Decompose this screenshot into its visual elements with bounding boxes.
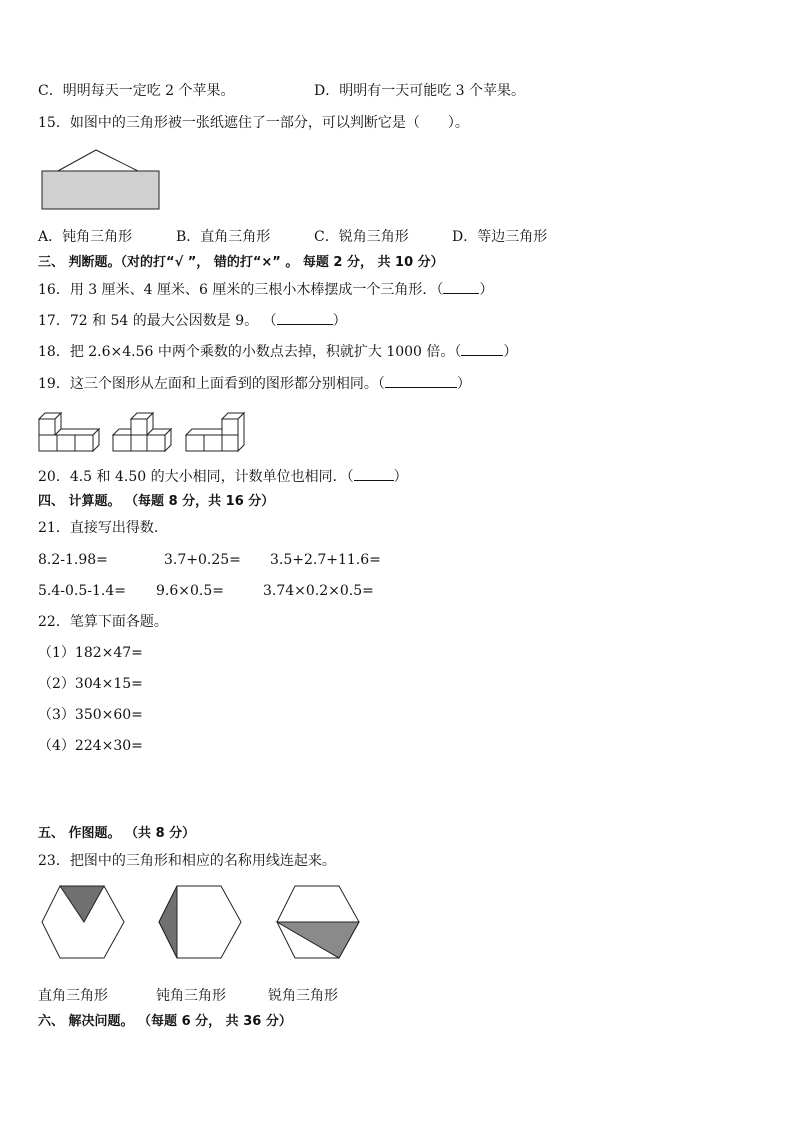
q15-option-c: C．锐角三角形 [314, 229, 409, 245]
q15-option-d: D．等边三角形 [452, 229, 548, 245]
q22-item: （2）304×15= [38, 676, 143, 692]
q17-text: 17．72 和 54 的最大公因数是 9。 （ [38, 313, 277, 329]
q21-stem: 21．直接写出得数. [38, 520, 159, 536]
q20 [38, 467, 408, 486]
q23-hexagon-acute-triangle [275, 884, 361, 960]
section-6-title: 六、 解决问题。 （每题 6 分， 共 36 分） [38, 1014, 292, 1029]
q18 [38, 342, 517, 361]
q18-text: 18．把 2.6×4.56 中两个乘数的小数点去掉，积就扩大 1000 倍。（ [38, 344, 462, 360]
q23-label-acute: 锐角三角形 [268, 988, 338, 1004]
q23-label-right: 直角三角形 [38, 988, 108, 1004]
q23-label-obtuse: 钝角三角形 [156, 988, 226, 1004]
q16-answer-blank[interactable] [443, 280, 479, 294]
section-4-title: 四、 计算题。 （每题 8 分，共 16 分） [38, 494, 275, 509]
section-3-title: 三、 判断题。（对的打“√ ”， 错的打“×” 。 每题 2 分， 共 10 分） [38, 255, 444, 270]
q14-option-c: C．明明每天一定吃 2 个苹果。 [38, 83, 235, 99]
q17-answer-blank[interactable] [277, 311, 333, 325]
q15-option-b: B．直角三角形 [176, 229, 271, 245]
q19-close: ） [456, 376, 471, 392]
q23-hexagon-right-triangle [40, 884, 126, 960]
q16-text: 16．用 3 厘米、4 厘米、6 厘米的三根小木棒摆成一个三角形．（ [38, 282, 444, 298]
q20-close: ） [393, 469, 408, 485]
q15-stem: 15．如图中的三角形被一张纸遮住了一部分，可以判断它是（ ）。 [38, 115, 469, 131]
q19-text: 19．这三个图形从左面和上面看到的图形都分别相同。（ [38, 376, 385, 392]
q18-answer-blank[interactable] [461, 342, 503, 356]
q21-expr: 3.7+0.25= [164, 552, 241, 568]
q19-cube-figures [36, 404, 252, 452]
q21-expr: 5.4-0.5-1.4= [38, 583, 126, 599]
q21-expr: 8.2-1.98= [38, 552, 108, 568]
q21-expr: 9.6×0.5= [156, 583, 224, 599]
q15-option-a: A．钝角三角形 [38, 229, 133, 245]
q22-stem: 22．笔算下面各题。 [38, 614, 168, 630]
q20-answer-blank[interactable] [354, 467, 394, 481]
q18-close: ） [503, 344, 518, 360]
q16-close: ） [479, 282, 494, 298]
q14-option-d: D．明明有一天可能吃 3 个苹果。 [314, 83, 526, 99]
q21-expr: 3.74×0.2×0.5= [263, 583, 374, 599]
q20-text: 20．4.5 和 4.50 的大小相同，计数单位也相同．（ [38, 469, 354, 485]
q22-item: （3）350×60= [38, 707, 143, 723]
section-5-title: 五、 作图题。 （共 8 分） [38, 826, 196, 841]
q21-expr: 3.5+2.7+11.6= [270, 552, 381, 568]
q15-covered-triangle-figure [40, 148, 162, 214]
q16 [38, 280, 493, 299]
q23-stem: 23．把图中的三角形和相应的名称用线连起来。 [38, 853, 336, 869]
q17 [38, 311, 347, 330]
q17-close: ） [332, 313, 347, 329]
q19 [38, 374, 471, 393]
q22-item: （1）182×47= [38, 645, 143, 661]
q19-answer-blank[interactable] [385, 374, 457, 388]
q23-hexagon-obtuse-triangle [157, 884, 243, 960]
q22-item: （4）224×30= [38, 738, 143, 754]
